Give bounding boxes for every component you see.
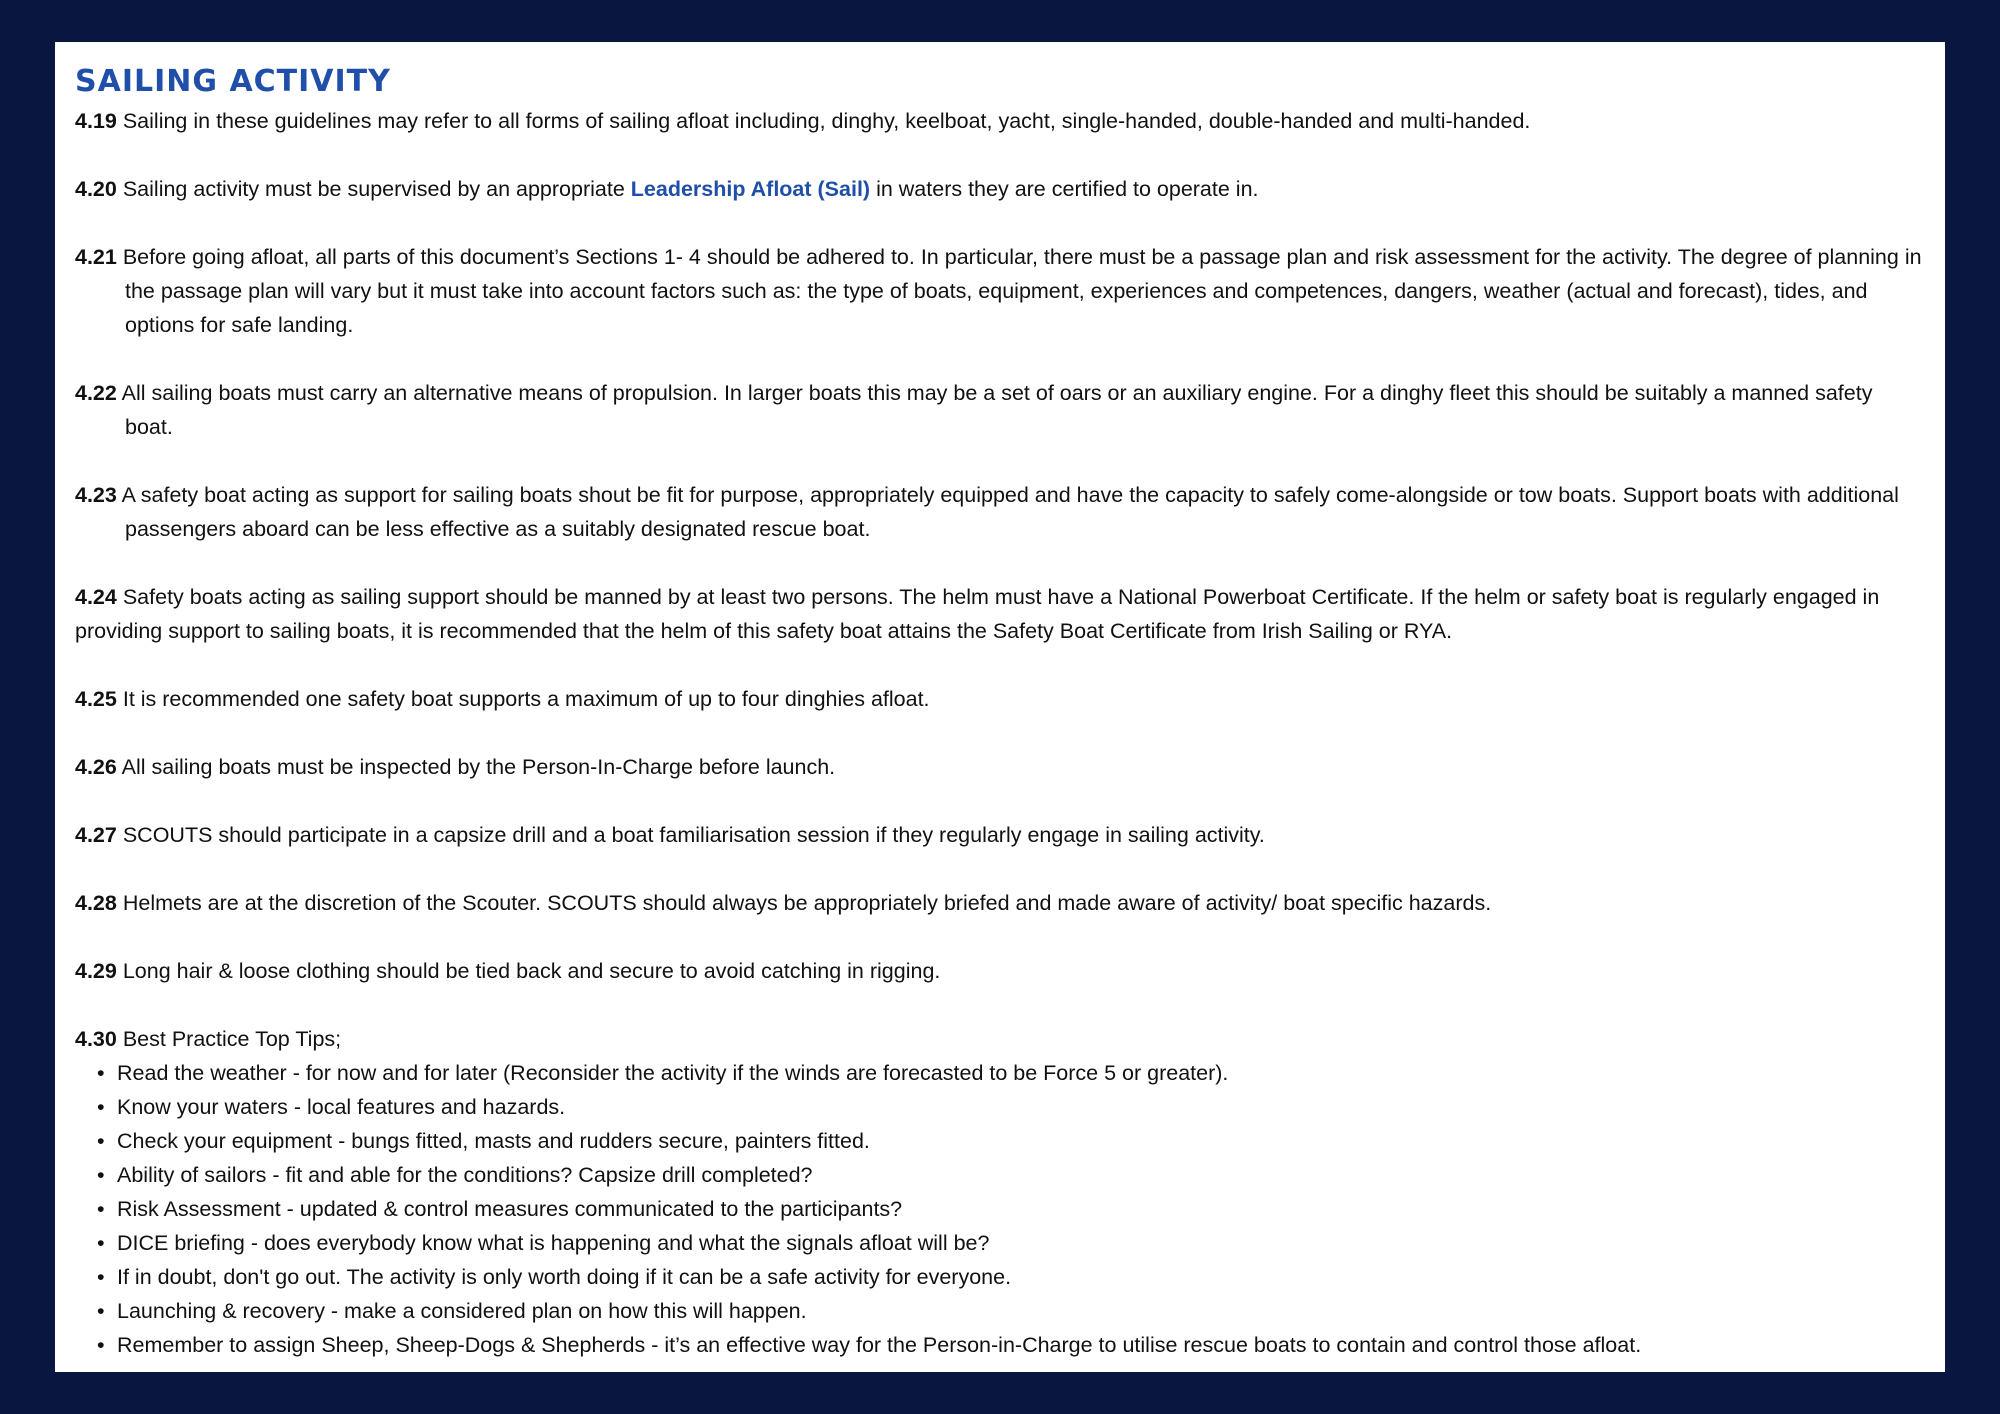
guideline-4-27: [75, 818, 1925, 852]
guideline-4-30: [75, 1022, 1925, 1056]
list-item: [97, 1260, 1925, 1294]
list-item: [97, 1294, 1925, 1328]
guideline-number: 4.27: [75, 823, 117, 847]
guideline-4-26: [75, 750, 1925, 784]
list-item: [97, 1056, 1925, 1090]
document-page: [55, 42, 1945, 1372]
guidelines-list: [75, 104, 1925, 1362]
guideline-text: Helmets are at the discretion of the Scouter. SCOUTS should always be appropriately briefed and made aware of activity/ boat specific hazards.: [122, 891, 1492, 915]
bullet-icon: •: [97, 1197, 105, 1221]
guideline-number: 4.24: [75, 585, 117, 609]
guideline-4-28: [75, 886, 1925, 920]
list-item: [97, 1158, 1925, 1192]
guideline-number: 4.19: [75, 109, 117, 133]
guideline-text: It is recommended one safety boat supports a maximum of up to four dinghies afloat.: [122, 687, 930, 711]
guideline-4-23: [75, 478, 1925, 546]
guideline-number: 4.29: [75, 959, 117, 983]
tip-text: Read the weather - for now and for later (Reconsider the activity if the winds are forecasted to be Force 5 or greater).: [117, 1061, 1229, 1085]
bullet-icon: •: [97, 1129, 105, 1153]
tip-text: Launching & recovery - make a considered plan on how this will happen.: [117, 1299, 807, 1323]
guideline-text: Safety boats acting as sailing support should be manned by at least two persons. The helm must have a National Powerboat Certificate. If the helm or safety boat is regularly engaged in providing support to sailing boats, it is recommended that the helm of this safety boat attains the Safety Boat Certificate from Irish Sailing or RYA.: [75, 585, 1880, 643]
page-title: SAILING ACTIVITY: [75, 64, 391, 99]
guideline-number: 4.26: [75, 755, 117, 779]
guideline-text: All sailing boats must carry an alternative means of propulsion. In larger boats this may be a set of oars or an auxiliary engine. For a dinghy fleet this should be suitably a manned safety boat.: [121, 381, 1873, 439]
bullet-icon: •: [97, 1095, 105, 1119]
guideline-text: SCOUTS should participate in a capsize drill and a boat familiarisation session if they regularly engage in sailing activity.: [122, 823, 1265, 847]
guideline-4-29: [75, 954, 1925, 988]
list-item: [97, 1328, 1925, 1362]
guideline-number: 4.28: [75, 891, 117, 915]
top-tips-list: [75, 1056, 1925, 1362]
guideline-number: 4.23: [75, 483, 117, 507]
guideline-text: Best Practice Top Tips;: [122, 1027, 342, 1051]
tip-text: Remember to assign Sheep, Sheep-Dogs & Shepherds - it’s an effective way for the Person-in-Charge to utilise rescue boats to contain and control those afloat.: [117, 1333, 1642, 1357]
list-item: [97, 1090, 1925, 1124]
guideline-number: 4.30: [75, 1027, 117, 1051]
list-item: [97, 1124, 1925, 1158]
guideline-text-before-link: Sailing activity must be supervised by an appropriate: [122, 177, 625, 201]
guideline-number: 4.25: [75, 687, 117, 711]
tip-text: If in doubt, don't go out. The activity is only worth doing if it can be a safe activity for everyone.: [117, 1265, 1012, 1289]
guideline-text: Before going afloat, all parts of this document’s Sections 1- 4 should be adhered to. In particular, there must be a passage plan and risk assessment for the activity. The degree of planning in the passage plan will vary but it must take into account factors such as: the type of boats, equipment, experiences and competences, dangers, weather (actual and forecast), tides, and options for safe landing.: [122, 245, 1922, 337]
guideline-text: A safety boat acting as support for sailing boats shout be fit for purpose, appropriately equipped and have the capacity to safely come-alongside or tow boats. Support boats with additional passengers aboard can be less effective as a suitably designated rescue boat.: [121, 483, 1899, 541]
bullet-icon: •: [97, 1061, 105, 1085]
guideline-text-after-link: in waters they are certified to operate in.: [876, 177, 1259, 201]
guideline-text: Long hair & loose clothing should be tied back and secure to avoid catching in rigging.: [122, 959, 941, 983]
bullet-icon: •: [97, 1231, 105, 1255]
guideline-4-24: [75, 580, 1925, 648]
guideline-number: 4.20: [75, 177, 117, 201]
bullet-icon: •: [97, 1163, 105, 1187]
guideline-4-25: [75, 682, 1925, 716]
bullet-icon: •: [97, 1299, 105, 1323]
bullet-icon: •: [97, 1265, 105, 1289]
guideline-number: 4.22: [75, 381, 117, 405]
tip-text: Risk Assessment - updated & control measures communicated to the participants?: [117, 1197, 903, 1221]
leadership-afloat-sail-link[interactable]: Leadership Afloat (Sail): [630, 177, 871, 201]
tip-text: Know your waters - local features and hazards.: [117, 1095, 566, 1119]
bullet-icon: •: [97, 1333, 105, 1357]
guideline-4-19: [75, 104, 1925, 138]
guideline-4-20: [75, 172, 1925, 206]
guideline-text: All sailing boats must be inspected by the Person-In-Charge before launch.: [121, 755, 836, 779]
list-item: [97, 1226, 1925, 1260]
guideline-4-22: [75, 376, 1925, 444]
tip-text: DICE briefing - does everybody know what is happening and what the signals afloat will be?: [117, 1231, 990, 1255]
guideline-number: 4.21: [75, 245, 117, 269]
tip-text: Check your equipment - bungs fitted, masts and rudders secure, painters fitted.: [117, 1129, 870, 1153]
tip-text: Ability of sailors - fit and able for the conditions? Capsize drill completed?: [117, 1163, 813, 1187]
list-item: [97, 1192, 1925, 1226]
guideline-4-21: [75, 240, 1925, 342]
guideline-text: Sailing in these guidelines may refer to all forms of sailing afloat including, dinghy, keelboat, yacht, single-handed, double-handed and multi-handed.: [122, 109, 1531, 133]
